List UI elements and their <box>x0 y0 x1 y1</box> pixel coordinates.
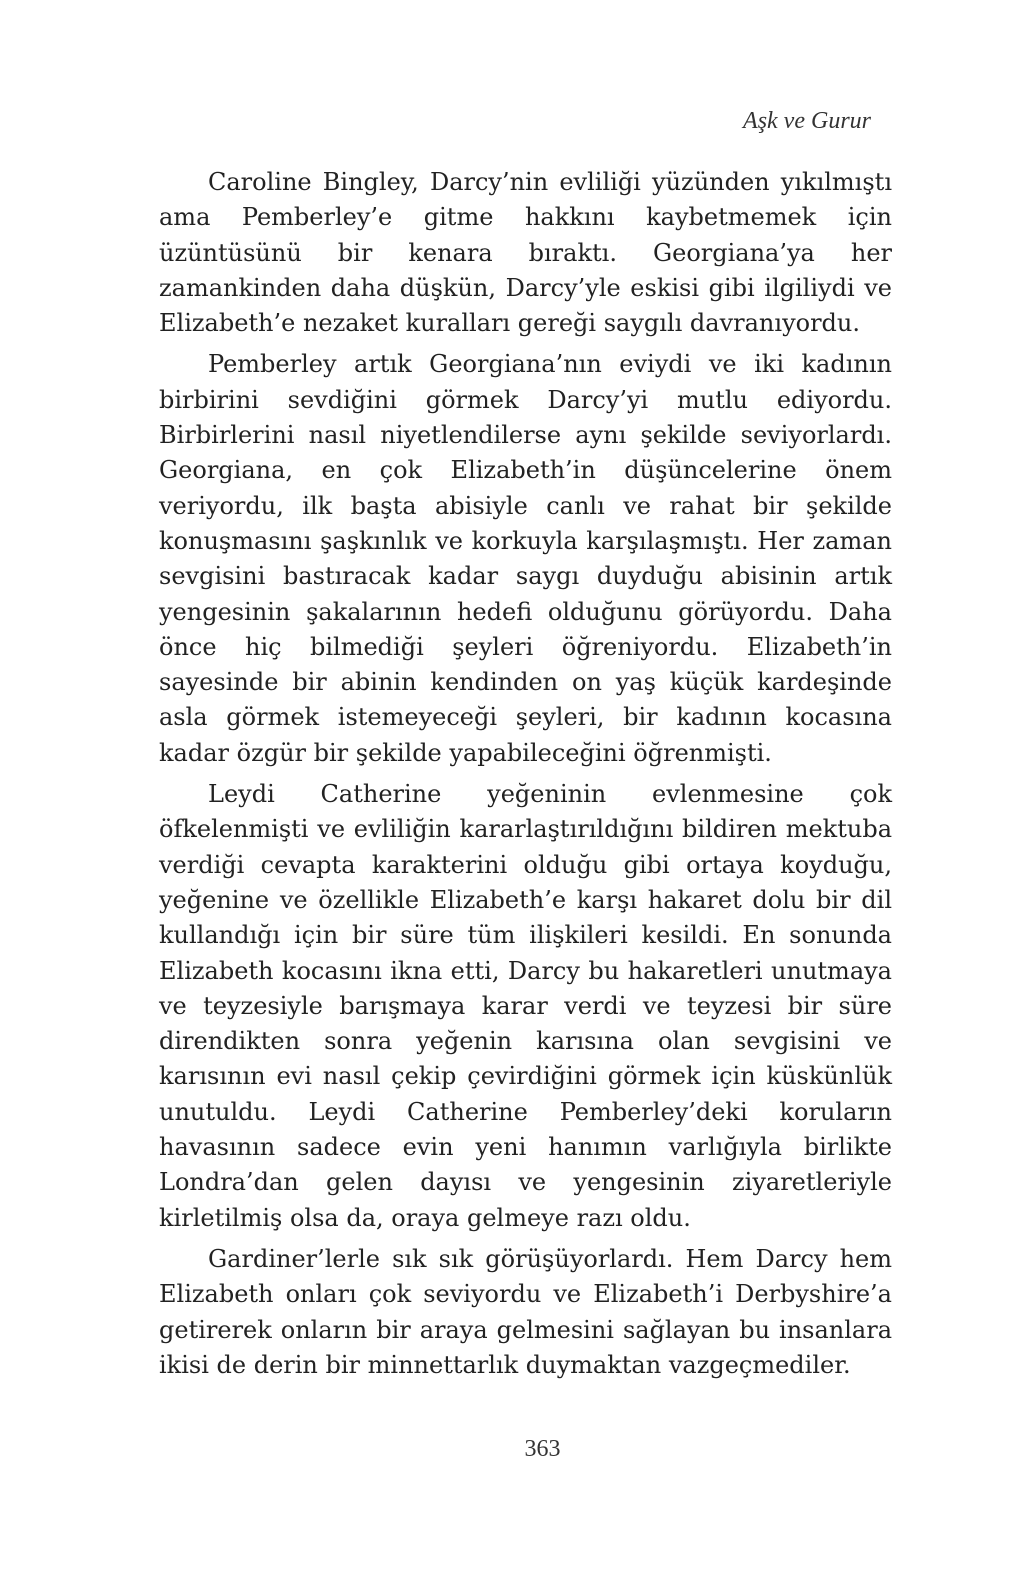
paragraph-3: Leydi Catherine yeğeninin evlenmesine çok öfkelenmişti ve evliliğin kararlaştırıldığını bildiren mektuba verdiği cevapta karakterini olduğu gibi ortaya koyduğu, yeğenine ve özellikle Elizabeth’e karşı hakaret dolu bir dil kullandığı için bir süre tüm ilişkileri kesildi. En sonunda Elizabeth kocasını ikna etti, Darcy bu hakaretleri unutmaya ve teyzesiyle barışmaya karar verdi ve teyzesi bir süre direndikten sonra yeğenin karısına olan sevgisini ve karısının evi nasıl çekip çevirdiğini görmek için küskünlük unutuldu. Leydi Catherine Pemberley’deki koruların havasının sadece evin yeni hanımın varlığıyla birlikte Londra’dan gelen dayısı ve yengesinin ziyaretleriyle kirletilmiş olsa da, oraya gelmeye razı oldu. <box>159 780 892 1232</box>
running-header-title: Aşk ve Gurur <box>743 108 871 134</box>
page-number: 363 <box>524 1436 561 1462</box>
paragraph-4: Gardiner’lerle sık sık görüşüyorlardı. Hem Darcy hem Elizabeth onları çok seviyordu ve Elizabeth’i Derbyshire’a getirerek onların bir araya gelmesini sağlayan bu insanlara ikisi de derin bir minnettarlık duymaktan vazgeçmediler. <box>159 1244 892 1379</box>
paragraph-2: Pemberley artık Georgiana’nın eviydi ve iki kadının birbirini sevdiğini görmek Darcy’yi mutlu ediyordu. Birbirlerini nasıl niyetlendilerse aynı şekilde seviyorlardı. Georgiana, en çok Elizabeth’in düşüncelerine önem veriyordu, ilk başta abisiyle canlı ve rahat bir şekilde konuşmasını şaşkınlık ve korkuyla karşılaşmıştı. Her zaman sevgisini bastıracak kadar saygı duyduğu abisinin artık yengesinin şakalarının hedefi olduğunu görüyordu. Daha önce hiç bilmediği şeyleri öğreniyordu. Elizabeth’in sayesinde bir abinin kendinden on yaş küçük kardeşinde asla görmek istemeyeceği şeyleri, bir kadının kocasına kadar özgür bir şekilde yapabileceğini öğrenmişti. <box>159 350 892 767</box>
paragraph-1: Caroline Bingley, Darcy’nin evliliği yüzünden yıkılmıştı ama Pemberley’e gitme hakkını kaybetmemek için üzüntüsünü bir kenara bıraktı. Georgiana’ya her zamankinden daha düşkün, Darcy’yle eskisi gibi ilgiliydi ve Elizabeth’e nezaket kuralları gereği saygılı davranıyordu. <box>159 168 892 338</box>
body-text <box>159 165 892 1383</box>
